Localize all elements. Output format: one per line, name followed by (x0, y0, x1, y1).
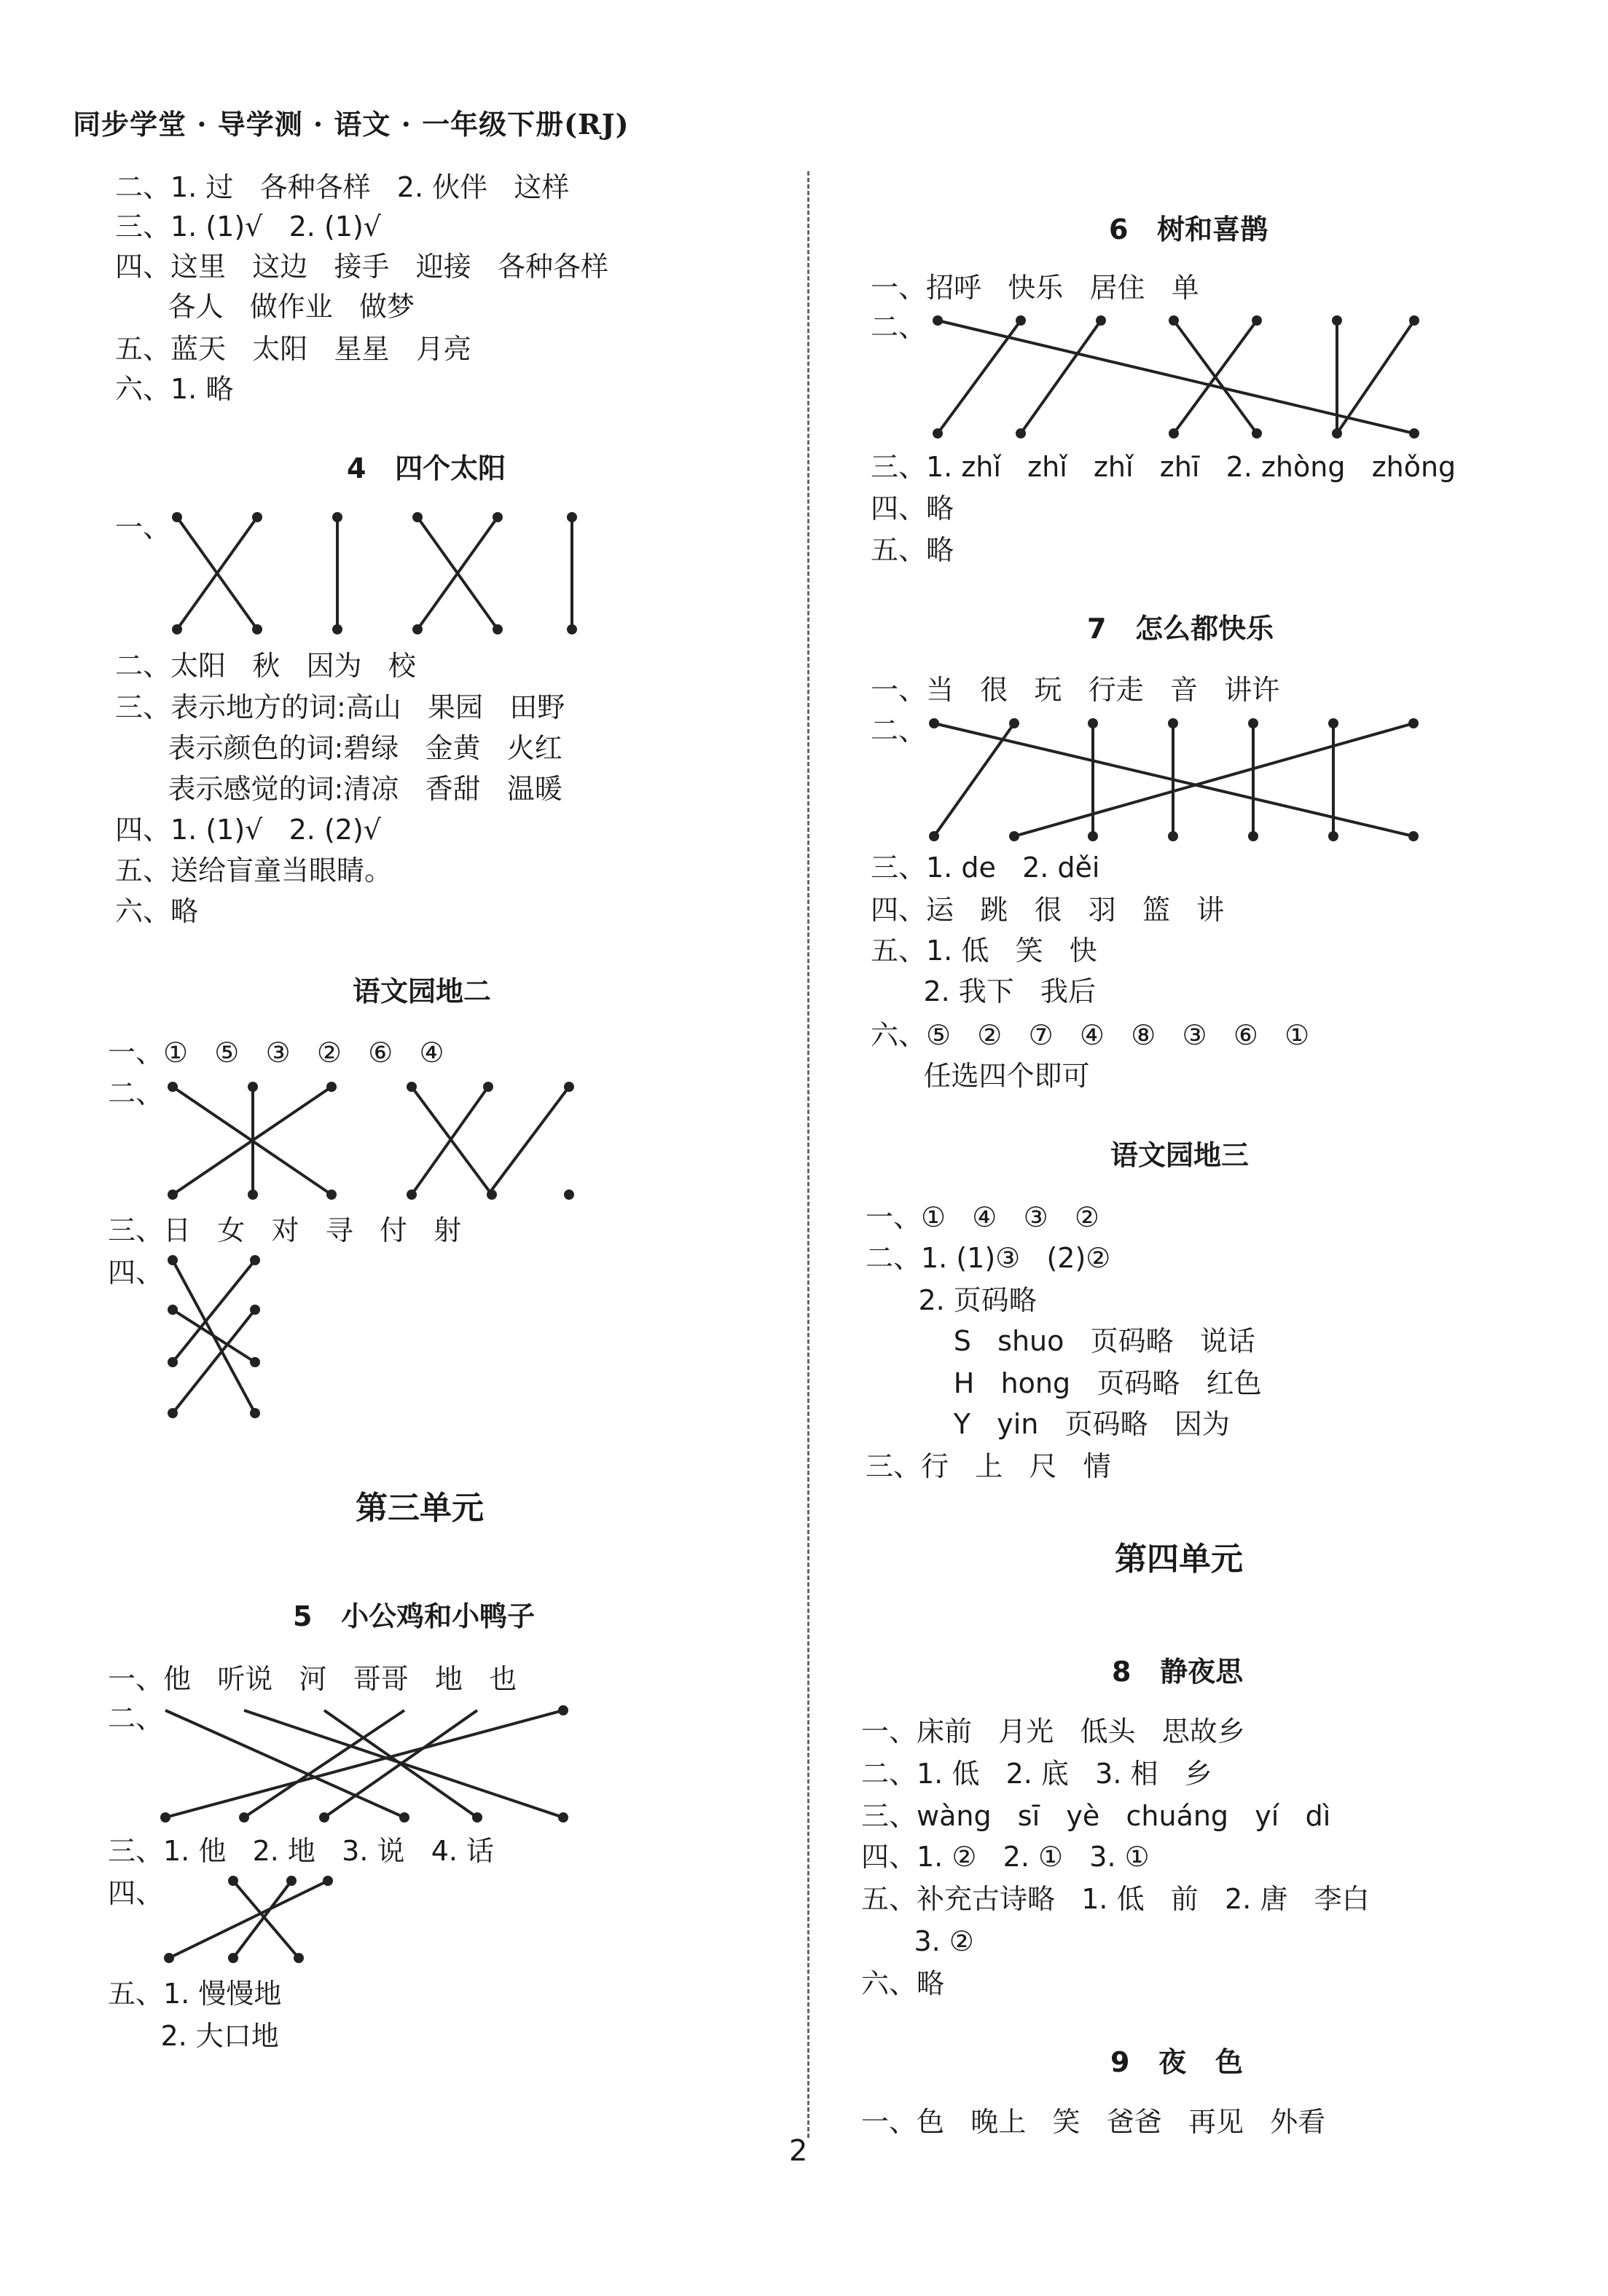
lesson-title: 7 怎么都快乐 (1087, 613, 1274, 645)
answer-line: 一、他 听说 河 哥哥 地 也 (108, 1663, 517, 1695)
answer-line: S shuo 页码略 说话 (866, 1325, 1255, 1357)
answer-line: 五、1. 低 笑 快 (871, 935, 1097, 967)
answer-line: 3. ② (861, 1925, 974, 1957)
answer-line: 四、略 (871, 492, 954, 524)
answer-line: 六、略 (861, 1967, 945, 2000)
answer-line: 五、1. 慢慢地 (108, 1978, 282, 2010)
page-header: 同步学堂 · 导学测 · 语文 · 一年级下册(RJ) (73, 108, 630, 141)
matching-diagram (157, 1697, 579, 1828)
answer-line: 三、1. (1)√ 2. (1)√ (115, 211, 381, 243)
answer-line: 一、当 很 玩 行走 音 讲许 (871, 674, 1280, 706)
lesson-title: 4 四个太阳 (347, 452, 506, 484)
answer-line: 三、日 女 对 寻 付 射 (108, 1214, 462, 1246)
matching-diagram (160, 1872, 335, 1967)
answer-line: 表示颜色的词:碧绿 金黄 火红 (115, 732, 562, 764)
answer-line: 二、1. 低 2. 底 3. 相 乡 (861, 1758, 1212, 1790)
answer-line: 一、床前 月光 低头 思故乡 (861, 1715, 1245, 1747)
answer-line: 五、蓝天 太阳 星星 月亮 (115, 333, 471, 365)
answer-line: 四、1. ② 2. ① 3. ① (861, 1841, 1150, 1873)
answer-line: 二、1. 过 各种各样 2. 伙伴 这样 (115, 171, 570, 203)
answer-line: 一、色 晚上 笑 爸爸 再见 外看 (861, 2106, 1326, 2138)
matching-diagram (164, 508, 587, 637)
answer-line: 三、表示地方的词:高山 果园 田野 (115, 691, 565, 723)
answer-line: 2. 页码略 (866, 1284, 1037, 1316)
answer-line: 六、略 (115, 895, 199, 927)
question-label: 二、 (871, 715, 927, 747)
answer-line: 四、这里 这边 接手 迎接 各种各样 (115, 251, 608, 283)
answer-line: 二、太阳 秋 因为 校 (115, 650, 416, 682)
answer-line: 一、招呼 快乐 居住 单 (871, 272, 1199, 304)
question-label: 二、 (108, 1702, 164, 1734)
matching-diagram (929, 310, 1439, 441)
answer-line: 任选四个即可 (871, 1060, 1090, 1092)
answer-line: 一、① ④ ③ ② (866, 1201, 1099, 1233)
answer-line: 五、补充古诗略 1. 低 前 2. 唐 李白 (861, 1883, 1370, 1915)
section-title: 语文园地二 (353, 975, 492, 1007)
question-label: 一、 (115, 511, 171, 543)
answer-line: 二、1. (1)③ (2)② (866, 1242, 1111, 1274)
answer-line: 三、1. 他 2. 地 3. 说 4. 话 (108, 1835, 495, 1867)
answer-line: 各人 做作业 做梦 (115, 291, 415, 323)
page-number: 2 (789, 2134, 808, 2168)
answer-line: 三、wàng sī yè chuáng yí dì (861, 1800, 1331, 1832)
column-divider (807, 171, 809, 2138)
answer-line: 三、行 上 尺 情 (866, 1450, 1111, 1482)
answer-line: H hong 页码略 红色 (866, 1367, 1262, 1399)
question-label: 四、 (108, 1877, 164, 1909)
lesson-title: 9 夜 色 (1110, 2046, 1243, 2078)
answer-line: 四、运 跳 很 羽 篮 讲 (871, 894, 1225, 926)
matching-diagram (164, 1078, 579, 1206)
answer-line: 六、⑤ ② ⑦ ④ ⑧ ③ ⑥ ① (871, 1019, 1310, 1051)
question-label: 二、 (871, 311, 927, 343)
answer-line: 2. 我下 我后 (871, 975, 1097, 1007)
unit-title: 第四单元 (1115, 1541, 1243, 1578)
answer-line: 三、1. de 2. děi (871, 852, 1100, 884)
lesson-title: 6 树和喜鹊 (1109, 213, 1268, 245)
answer-line: 五、略 (871, 534, 954, 566)
matching-diagram (164, 1251, 266, 1426)
answer-line: 五、送给盲童当眼睛。 (115, 854, 393, 886)
lesson-title: 8 静夜思 (1112, 1656, 1244, 1688)
answer-line: Y yin 页码略 因为 (866, 1408, 1230, 1440)
answer-line: 2. 大口地 (108, 2020, 279, 2052)
answer-line: 三、1. zhǐ zhǐ zhǐ zhī 2. zhòng zhǒng (871, 451, 1456, 483)
unit-title: 第三单元 (356, 1490, 484, 1527)
answer-line: 一、① ⑤ ③ ② ⑥ ④ (108, 1037, 444, 1069)
answer-line: 四、1. (1)√ 2. (2)√ (115, 814, 381, 846)
question-label: 二、 (108, 1077, 164, 1109)
question-label: 四、 (108, 1257, 164, 1289)
matching-diagram (925, 712, 1428, 847)
answer-line: 六、1. 略 (115, 373, 234, 405)
answer-line: 表示感觉的词:清凉 香甜 温暖 (115, 773, 562, 805)
section-title: 语文园地三 (1110, 1139, 1250, 1171)
lesson-title: 5 小公鸡和小鸭子 (293, 1600, 536, 1632)
